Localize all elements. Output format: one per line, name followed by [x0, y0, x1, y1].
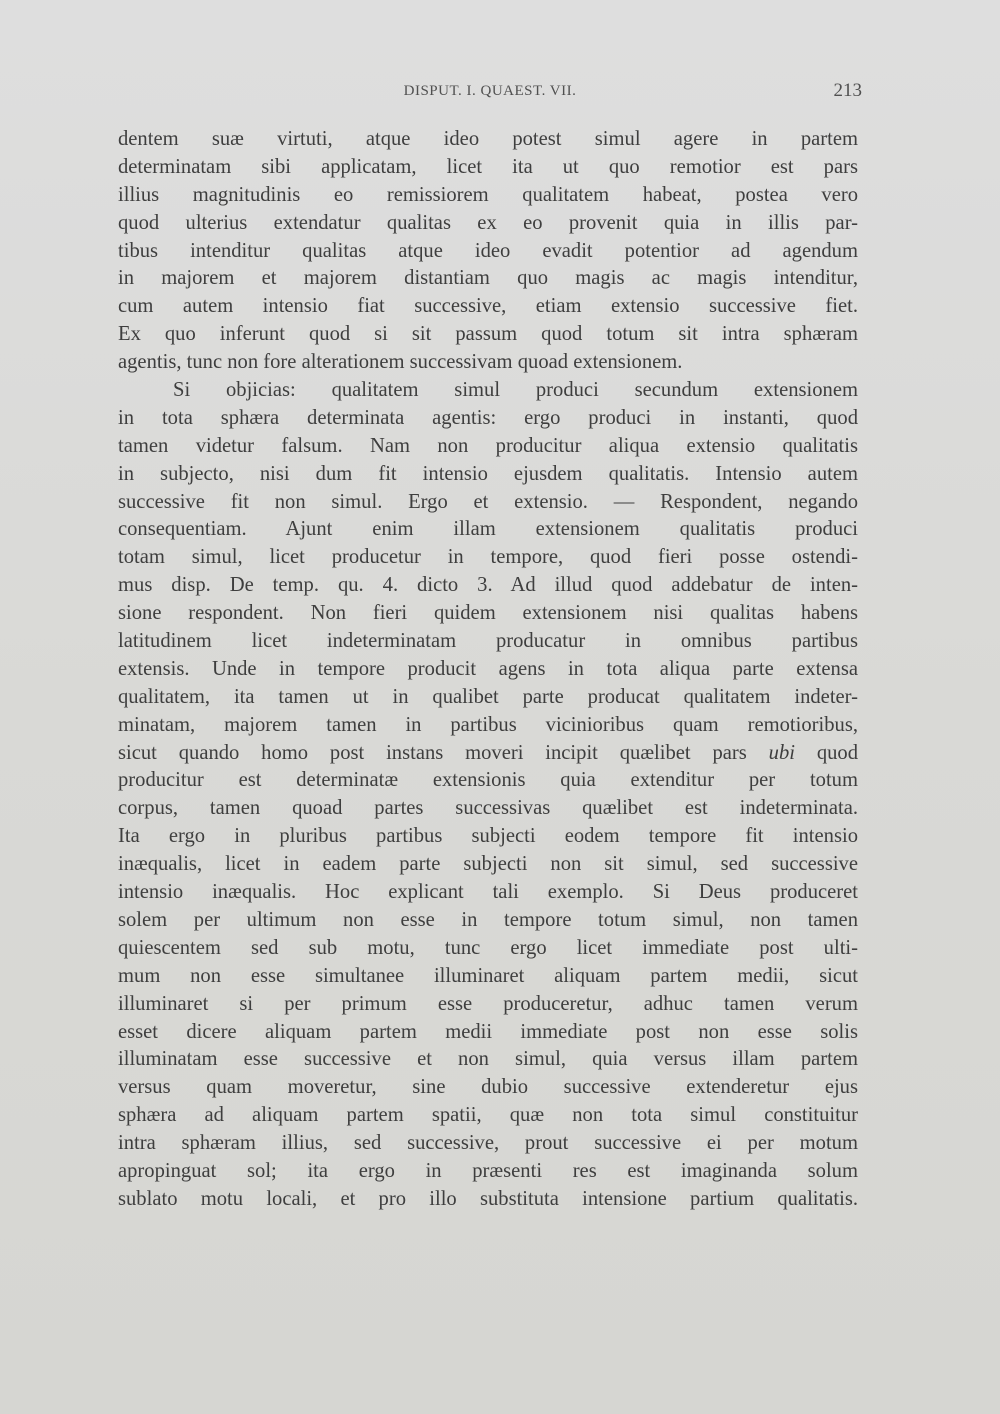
text-line: minatam, majorem tamen in partibus vicinioribus quam remotioribus,: [118, 713, 858, 736]
text-line: solem per ultimum non esse in tempore totum simul, non tamen: [118, 908, 858, 931]
text-line: tamen videtur falsum. Nam non producitur aliqua extensio qualitatis: [118, 434, 858, 457]
running-head: [118, 78, 862, 104]
text-line: qualitatem, ita tamen ut in qualibet parte producat qualitatem indeter-: [118, 685, 858, 708]
italic-word: ubi: [768, 741, 795, 764]
text-line: versus quam moveretur, sine dubio successive extenderetur ejus: [118, 1076, 858, 1099]
text-line: illuminatam esse successive et non simul, quia versus illam partem: [118, 1048, 858, 1071]
text-line: mus disp. De temp. qu. 4. dicto 3. Ad illud quod addebatur de inten-: [118, 574, 858, 597]
text-line: in tota sphæra determinata agentis: ergo produci in instanti, quod: [118, 406, 858, 429]
text-segment: quod: [816, 741, 858, 764]
page-number: 213: [833, 80, 862, 101]
text-line: quod ulterius extendatur qualitas ex eo provenit quia in illis par-: [118, 211, 858, 234]
text-line: agentis, tunc non fore alterationem successivam quoad extensionem.: [118, 351, 683, 374]
text-line: totam simul, licet producetur in tempore, quod fieri posse ostendi-: [118, 546, 858, 569]
text-line: extensis. Unde in tempore producit agens in tota aliqua parte extensa: [118, 657, 858, 680]
text-line: Si objicias: qualitatem simul produci secundum extensionem: [173, 379, 858, 402]
text-line: Ita ergo in pluribus partibus subjecti eodem tempore fit intensio: [118, 825, 858, 848]
text-line: illuminaret si per primum esse produceretur, adhuc tamen verum: [118, 992, 858, 1015]
text-line: mum non esse simultanee illuminaret aliquam partem medii, sicut: [118, 964, 858, 987]
text-line: intensio inæqualis. Hoc explicant tali exemplo. Si Deus produceret: [118, 881, 858, 904]
text-line: sione respondent. Non fieri quidem extensionem nisi qualitas habens: [118, 602, 858, 625]
text-line: determinatam sibi applicatam, licet ita ut quo remotior est pars: [118, 155, 858, 178]
text-line: tibus intenditur qualitas atque ideo evadit potentior ad agendum: [118, 239, 858, 262]
text-line: sphæra ad aliquam partem spatii, quæ non tota simul constituitur: [118, 1104, 858, 1127]
text-line: cum autem intensio fiat successive, etiam extensio successive fiet.: [118, 295, 858, 318]
text-line: illius magnitudinis eo remissiorem qualitatem habeat, postea vero: [118, 183, 858, 206]
text-line-with-italic: [118, 740, 858, 768]
text-line: in majorem et majorem distantiam quo magis ac magis intenditur,: [118, 267, 858, 290]
text-line: dentem suæ virtuti, atque ideo potest simul agere in partem: [118, 128, 858, 150]
text-line: corpus, tamen quoad partes successivas quælibet est indeterminata.: [118, 797, 858, 820]
text-segment: sicut quando homo post instans moveri incipit quælibet pars: [118, 741, 747, 764]
text-line: latitudinem licet indeterminatam producatur in omnibus partibus: [118, 630, 858, 653]
text-line: inæqualis, licet in eadem parte subjecti non sit simul, sed successive: [118, 853, 858, 876]
text-line: apropinguat sol; ita ergo in præsenti res est imaginanda solum: [118, 1159, 858, 1182]
text-line: in subjecto, nisi dum fit intensio ejusdem qualitatis. Intensio autem: [118, 462, 858, 485]
text-line: quiescentem sed sub motu, tunc ergo licet immediate post ulti-: [118, 936, 858, 959]
text-line: sublato motu locali, et pro illo substituta intensione partium qualitatis.: [118, 1187, 858, 1210]
text-line: intra sphæram illius, sed successive, prout successive ei per motum: [118, 1132, 858, 1155]
text-line: successive fit non simul. Ergo et extensio. — Respondent, negando: [118, 490, 858, 513]
text-line: Ex quo inferunt quod si sit passum quod totum sit intra sphæram: [118, 323, 858, 346]
running-title: DISPUT. I. QUAEST. VII.: [403, 83, 577, 99]
text-line: esset dicere aliquam partem medii immediate post non esse solis: [118, 1020, 858, 1043]
text-line: consequentiam. Ajunt enim illam extensionem qualitatis produci: [118, 518, 858, 541]
body-text: [118, 126, 858, 1214]
text-line: producitur est determinatæ extensionis quia extenditur per totum: [118, 769, 858, 792]
